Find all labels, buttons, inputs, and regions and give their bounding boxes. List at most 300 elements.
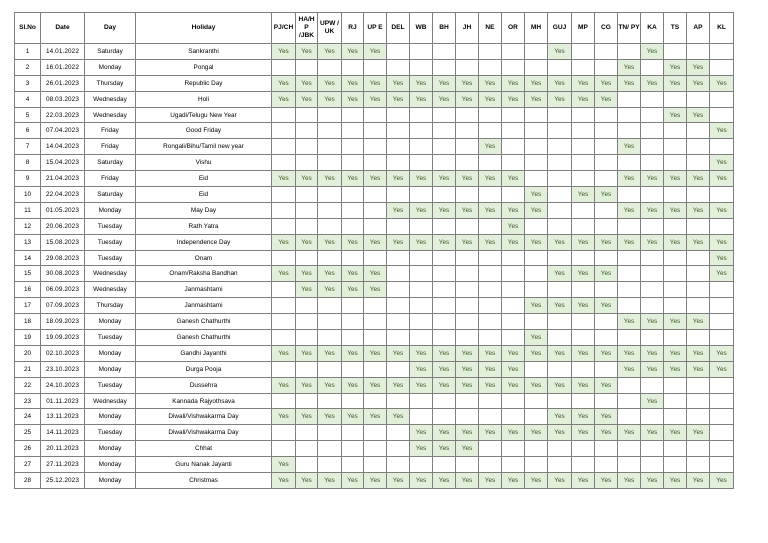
- state-holiday-table: [14, 12, 734, 489]
- yes-cell: Yes: [710, 234, 734, 250]
- yes-cell: Yes: [318, 409, 342, 425]
- column-header: HA/H P /JBK: [296, 13, 318, 44]
- empty-cell: [342, 155, 364, 171]
- table-row: [15, 266, 734, 282]
- empty-cell: [410, 457, 433, 473]
- date-cell: 22.03.2023: [41, 107, 85, 123]
- yes-cell: Yes: [502, 171, 525, 187]
- holiday-cell: May Day: [136, 202, 272, 218]
- yes-cell: Yes: [410, 234, 433, 250]
- empty-cell: [618, 187, 641, 203]
- yes-cell: Yes: [618, 361, 641, 377]
- empty-cell: [364, 457, 387, 473]
- day-cell: Monday: [85, 473, 136, 489]
- empty-cell: [387, 361, 410, 377]
- yes-cell: Yes: [525, 473, 548, 489]
- yes-cell: Yes: [572, 425, 595, 441]
- empty-cell: [548, 107, 572, 123]
- empty-cell: [342, 139, 364, 155]
- yes-cell: Yes: [456, 91, 479, 107]
- yes-cell: Yes: [595, 377, 618, 393]
- empty-cell: [342, 187, 364, 203]
- empty-cell: [710, 314, 734, 330]
- empty-cell: [318, 314, 342, 330]
- empty-cell: [433, 409, 456, 425]
- yes-cell: Yes: [525, 187, 548, 203]
- day-cell: Wednesday: [85, 393, 136, 409]
- yes-cell: Yes: [342, 171, 364, 187]
- yes-cell: Yes: [548, 345, 572, 361]
- empty-cell: [595, 155, 618, 171]
- empty-cell: [572, 282, 595, 298]
- empty-cell: [548, 59, 572, 75]
- sl-cell: 27: [15, 457, 41, 473]
- yes-cell: Yes: [433, 234, 456, 250]
- date-cell: 23.10.2023: [41, 361, 85, 377]
- empty-cell: [387, 266, 410, 282]
- yes-cell: Yes: [272, 44, 296, 60]
- empty-cell: [502, 250, 525, 266]
- table-row: [15, 409, 734, 425]
- yes-cell: Yes: [572, 377, 595, 393]
- empty-cell: [342, 218, 364, 234]
- date-cell: 14.11.2023: [41, 425, 85, 441]
- empty-cell: [342, 425, 364, 441]
- empty-cell: [572, 393, 595, 409]
- yes-cell: Yes: [342, 377, 364, 393]
- empty-cell: [618, 107, 641, 123]
- empty-cell: [342, 393, 364, 409]
- empty-cell: [502, 457, 525, 473]
- empty-cell: [710, 425, 734, 441]
- column-header: CG: [595, 13, 618, 44]
- column-header: KA: [641, 13, 664, 44]
- yes-cell: Yes: [548, 425, 572, 441]
- empty-cell: [479, 282, 502, 298]
- yes-cell: Yes: [595, 345, 618, 361]
- empty-cell: [342, 361, 364, 377]
- column-header: KL: [710, 13, 734, 44]
- yes-cell: Yes: [387, 234, 410, 250]
- empty-cell: [318, 155, 342, 171]
- empty-cell: [342, 441, 364, 457]
- empty-cell: [433, 107, 456, 123]
- column-header: BH: [433, 13, 456, 44]
- table-row: [15, 425, 734, 441]
- sl-cell: 9: [15, 171, 41, 187]
- empty-cell: [641, 155, 664, 171]
- empty-cell: [296, 107, 318, 123]
- sl-cell: 17: [15, 298, 41, 314]
- date-cell: 26.01.2023: [41, 75, 85, 91]
- yes-cell: Yes: [687, 171, 710, 187]
- yes-cell: Yes: [618, 314, 641, 330]
- yes-cell: Yes: [272, 91, 296, 107]
- sl-cell: 18: [15, 314, 41, 330]
- yes-cell: Yes: [296, 266, 318, 282]
- yes-cell: Yes: [342, 75, 364, 91]
- empty-cell: [572, 171, 595, 187]
- empty-cell: [387, 139, 410, 155]
- empty-cell: [272, 123, 296, 139]
- yes-cell: Yes: [687, 59, 710, 75]
- empty-cell: [664, 187, 687, 203]
- empty-cell: [456, 44, 479, 60]
- table-row: [15, 107, 734, 123]
- date-cell: 15.08.2023: [41, 234, 85, 250]
- empty-cell: [272, 282, 296, 298]
- yes-cell: Yes: [572, 91, 595, 107]
- empty-cell: [618, 155, 641, 171]
- holiday-cell: Independence Day: [136, 234, 272, 250]
- empty-cell: [525, 171, 548, 187]
- yes-cell: Yes: [387, 171, 410, 187]
- yes-cell: Yes: [687, 75, 710, 91]
- empty-cell: [364, 139, 387, 155]
- yes-cell: Yes: [479, 234, 502, 250]
- yes-cell: Yes: [272, 266, 296, 282]
- empty-cell: [502, 314, 525, 330]
- empty-cell: [710, 298, 734, 314]
- column-header: MH: [525, 13, 548, 44]
- empty-cell: [387, 441, 410, 457]
- empty-cell: [687, 187, 710, 203]
- yes-cell: Yes: [548, 473, 572, 489]
- empty-cell: [502, 298, 525, 314]
- column-header: WB: [410, 13, 433, 44]
- empty-cell: [456, 330, 479, 346]
- empty-cell: [525, 457, 548, 473]
- empty-cell: [572, 155, 595, 171]
- empty-cell: [364, 187, 387, 203]
- sl-cell: 1: [15, 44, 41, 60]
- empty-cell: [525, 441, 548, 457]
- sl-cell: 19: [15, 330, 41, 346]
- empty-cell: [572, 202, 595, 218]
- empty-cell: [618, 377, 641, 393]
- empty-cell: [548, 457, 572, 473]
- date-cell: 06.09.2023: [41, 282, 85, 298]
- yes-cell: Yes: [342, 409, 364, 425]
- empty-cell: [318, 250, 342, 266]
- date-cell: 13.11.2023: [41, 409, 85, 425]
- empty-cell: [618, 330, 641, 346]
- holiday-cell: Holi: [136, 91, 272, 107]
- yes-cell: Yes: [456, 202, 479, 218]
- column-header: Sl.No: [15, 13, 41, 44]
- empty-cell: [387, 298, 410, 314]
- table-row: [15, 44, 734, 60]
- yes-cell: Yes: [433, 171, 456, 187]
- empty-cell: [502, 107, 525, 123]
- empty-cell: [664, 91, 687, 107]
- sl-cell: 12: [15, 218, 41, 234]
- holiday-cell: Diwali/Vishwakarma Day: [136, 425, 272, 441]
- yes-cell: Yes: [595, 266, 618, 282]
- yes-cell: Yes: [664, 345, 687, 361]
- yes-cell: Yes: [502, 234, 525, 250]
- yes-cell: Yes: [433, 377, 456, 393]
- yes-cell: Yes: [342, 345, 364, 361]
- holiday-cell: Chhat: [136, 441, 272, 457]
- yes-cell: Yes: [548, 409, 572, 425]
- yes-cell: Yes: [664, 202, 687, 218]
- yes-cell: Yes: [687, 202, 710, 218]
- yes-cell: Yes: [664, 171, 687, 187]
- holiday-cell: Kannada Rajyothsava: [136, 393, 272, 409]
- column-header: PJ/CH: [272, 13, 296, 44]
- empty-cell: [618, 44, 641, 60]
- empty-cell: [342, 250, 364, 266]
- yes-cell: Yes: [502, 218, 525, 234]
- empty-cell: [502, 187, 525, 203]
- empty-cell: [525, 282, 548, 298]
- empty-cell: [502, 44, 525, 60]
- yes-cell: Yes: [410, 75, 433, 91]
- empty-cell: [272, 202, 296, 218]
- empty-cell: [456, 250, 479, 266]
- empty-cell: [387, 187, 410, 203]
- empty-cell: [318, 361, 342, 377]
- empty-cell: [525, 250, 548, 266]
- empty-cell: [272, 441, 296, 457]
- empty-cell: [364, 393, 387, 409]
- holiday-cell: Republic Day: [136, 75, 272, 91]
- yes-cell: Yes: [687, 345, 710, 361]
- yes-cell: Yes: [456, 441, 479, 457]
- yes-cell: Yes: [572, 75, 595, 91]
- empty-cell: [502, 266, 525, 282]
- yes-cell: Yes: [364, 266, 387, 282]
- empty-cell: [710, 107, 734, 123]
- empty-cell: [687, 44, 710, 60]
- yes-cell: Yes: [410, 171, 433, 187]
- empty-cell: [433, 250, 456, 266]
- empty-cell: [387, 330, 410, 346]
- empty-cell: [595, 44, 618, 60]
- empty-cell: [595, 282, 618, 298]
- yes-cell: Yes: [548, 75, 572, 91]
- empty-cell: [525, 314, 548, 330]
- sl-cell: 5: [15, 107, 41, 123]
- empty-cell: [318, 441, 342, 457]
- table-row: [15, 473, 734, 489]
- empty-cell: [687, 330, 710, 346]
- empty-cell: [318, 330, 342, 346]
- yes-cell: Yes: [664, 75, 687, 91]
- sl-cell: 20: [15, 345, 41, 361]
- date-cell: 18.09.2023: [41, 314, 85, 330]
- yes-cell: Yes: [641, 234, 664, 250]
- empty-cell: [342, 330, 364, 346]
- empty-cell: [687, 441, 710, 457]
- empty-cell: [272, 250, 296, 266]
- empty-cell: [595, 330, 618, 346]
- empty-cell: [342, 298, 364, 314]
- empty-cell: [272, 298, 296, 314]
- empty-cell: [342, 123, 364, 139]
- empty-cell: [525, 139, 548, 155]
- empty-cell: [548, 171, 572, 187]
- empty-cell: [641, 250, 664, 266]
- day-cell: Thursday: [85, 298, 136, 314]
- empty-cell: [433, 282, 456, 298]
- empty-cell: [548, 218, 572, 234]
- yes-cell: Yes: [595, 473, 618, 489]
- yes-cell: Yes: [572, 345, 595, 361]
- empty-cell: [572, 107, 595, 123]
- date-cell: 02.10.2023: [41, 345, 85, 361]
- empty-cell: [641, 59, 664, 75]
- empty-cell: [433, 187, 456, 203]
- yes-cell: Yes: [664, 234, 687, 250]
- day-cell: Wednesday: [85, 282, 136, 298]
- empty-cell: [296, 457, 318, 473]
- date-cell: 29.08.2023: [41, 250, 85, 266]
- empty-cell: [710, 457, 734, 473]
- empty-cell: [272, 107, 296, 123]
- table-row: [15, 345, 734, 361]
- yes-cell: Yes: [387, 202, 410, 218]
- yes-cell: Yes: [548, 266, 572, 282]
- empty-cell: [296, 139, 318, 155]
- sl-cell: 4: [15, 91, 41, 107]
- date-cell: 20.06.2023: [41, 218, 85, 234]
- yes-cell: Yes: [456, 361, 479, 377]
- yes-cell: Yes: [364, 171, 387, 187]
- empty-cell: [410, 139, 433, 155]
- empty-cell: [595, 314, 618, 330]
- empty-cell: [364, 107, 387, 123]
- empty-cell: [710, 377, 734, 393]
- sl-cell: 24: [15, 409, 41, 425]
- yes-cell: Yes: [433, 361, 456, 377]
- empty-cell: [548, 361, 572, 377]
- yes-cell: Yes: [572, 473, 595, 489]
- yes-cell: Yes: [502, 345, 525, 361]
- empty-cell: [525, 123, 548, 139]
- header-row: [15, 13, 734, 44]
- yes-cell: Yes: [479, 75, 502, 91]
- yes-cell: Yes: [595, 187, 618, 203]
- empty-cell: [548, 123, 572, 139]
- yes-cell: Yes: [433, 202, 456, 218]
- empty-cell: [618, 457, 641, 473]
- yes-cell: Yes: [710, 171, 734, 187]
- empty-cell: [272, 218, 296, 234]
- yes-cell: Yes: [618, 139, 641, 155]
- empty-cell: [410, 250, 433, 266]
- yes-cell: Yes: [572, 409, 595, 425]
- yes-cell: Yes: [410, 202, 433, 218]
- day-cell: Monday: [85, 345, 136, 361]
- yes-cell: Yes: [618, 59, 641, 75]
- date-cell: 14.01.2022: [41, 44, 85, 60]
- empty-cell: [548, 250, 572, 266]
- empty-cell: [595, 441, 618, 457]
- empty-cell: [618, 282, 641, 298]
- yes-cell: Yes: [410, 425, 433, 441]
- day-cell: Monday: [85, 59, 136, 75]
- empty-cell: [641, 107, 664, 123]
- empty-cell: [710, 44, 734, 60]
- date-cell: 07.04.2023: [41, 123, 85, 139]
- empty-cell: [641, 123, 664, 139]
- empty-cell: [548, 314, 572, 330]
- yes-cell: Yes: [318, 377, 342, 393]
- day-cell: Tuesday: [85, 377, 136, 393]
- empty-cell: [710, 282, 734, 298]
- yes-cell: Yes: [272, 457, 296, 473]
- day-cell: Tuesday: [85, 250, 136, 266]
- yes-cell: Yes: [296, 171, 318, 187]
- empty-cell: [572, 59, 595, 75]
- yes-cell: Yes: [272, 75, 296, 91]
- empty-cell: [479, 330, 502, 346]
- empty-cell: [618, 123, 641, 139]
- yes-cell: Yes: [641, 393, 664, 409]
- yes-cell: Yes: [502, 91, 525, 107]
- sl-cell: 7: [15, 139, 41, 155]
- empty-cell: [618, 393, 641, 409]
- yes-cell: Yes: [687, 361, 710, 377]
- empty-cell: [318, 202, 342, 218]
- empty-cell: [272, 425, 296, 441]
- table-row: [15, 75, 734, 91]
- yes-cell: Yes: [342, 473, 364, 489]
- yes-cell: Yes: [479, 361, 502, 377]
- yes-cell: Yes: [618, 202, 641, 218]
- empty-cell: [687, 155, 710, 171]
- sl-cell: 26: [15, 441, 41, 457]
- yes-cell: Yes: [272, 409, 296, 425]
- table-row: [15, 298, 734, 314]
- day-cell: Wednesday: [85, 266, 136, 282]
- empty-cell: [572, 457, 595, 473]
- empty-cell: [710, 393, 734, 409]
- column-header: UPW / UK: [318, 13, 342, 44]
- empty-cell: [664, 155, 687, 171]
- empty-cell: [433, 59, 456, 75]
- table-row: [15, 171, 734, 187]
- yes-cell: Yes: [296, 377, 318, 393]
- sl-cell: 15: [15, 266, 41, 282]
- yes-cell: Yes: [572, 266, 595, 282]
- yes-cell: Yes: [479, 377, 502, 393]
- yes-cell: Yes: [687, 473, 710, 489]
- empty-cell: [710, 91, 734, 107]
- empty-cell: [525, 155, 548, 171]
- empty-cell: [433, 314, 456, 330]
- empty-cell: [479, 218, 502, 234]
- empty-cell: [387, 59, 410, 75]
- empty-cell: [664, 282, 687, 298]
- empty-cell: [318, 59, 342, 75]
- column-header: Day: [85, 13, 136, 44]
- empty-cell: [572, 139, 595, 155]
- yes-cell: Yes: [318, 234, 342, 250]
- yes-cell: Yes: [664, 361, 687, 377]
- empty-cell: [364, 298, 387, 314]
- empty-cell: [456, 457, 479, 473]
- empty-cell: [272, 139, 296, 155]
- yes-cell: Yes: [687, 314, 710, 330]
- yes-cell: Yes: [479, 345, 502, 361]
- yes-cell: Yes: [387, 473, 410, 489]
- empty-cell: [456, 187, 479, 203]
- yes-cell: Yes: [548, 234, 572, 250]
- empty-cell: [479, 155, 502, 171]
